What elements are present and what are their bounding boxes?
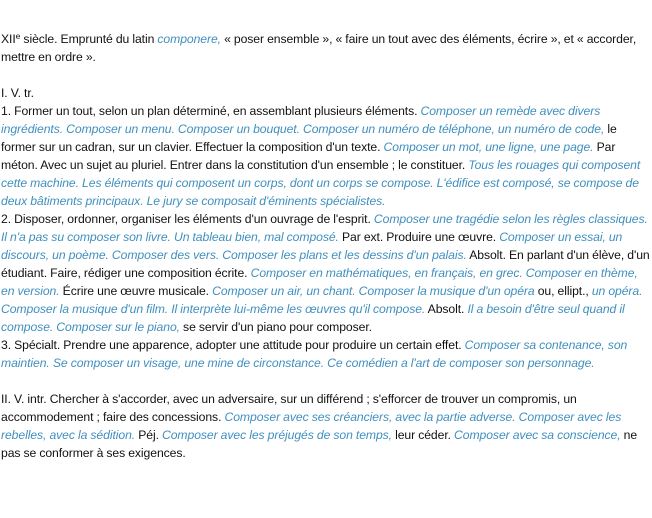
definition-text: Péj. <box>135 428 162 442</box>
example-text: Il a besoin d'être seul quand il compose. Composer sur le piano, <box>1 302 625 334</box>
spacer <box>1 66 651 84</box>
example-text: Tous les rouages qui composent cette machine. Les éléments qui composent un corps, dont un corps se compose. L'édifice est composé, se compose de deux bâtiments principaux. Le jury se composait d'éminents spécialistes. <box>1 158 641 208</box>
example-text: Composer avec sa conscience, <box>454 428 621 442</box>
sense-2 <box>1 210 651 336</box>
definition-text: Par ext. Produire une œuvre. <box>338 230 500 244</box>
definition-text: leur céder. <box>392 428 455 442</box>
definition-text: Par méton. Avec un sujet au pluriel. Entrer dans la constitution d'un ensemble ; le constituer. <box>1 140 616 172</box>
example-text: Composer avec ses créanciers, avec la partie adverse. Composer avec les rebelles, avec la sédition. <box>1 410 622 442</box>
example-text: Composer sa contenance, son maintien. Se composer un visage, une mine de circonstance. Ce comédien a l'art de composer son personnage. <box>1 338 628 370</box>
sense-3 <box>1 336 651 372</box>
example-text: Composer un mot, une ligne, une page. <box>383 140 594 154</box>
example-text: Composer un air, un chant. Composer la musique d'un opéra <box>212 284 535 298</box>
dictionary-entry <box>1 30 651 462</box>
etymology-text: « poser ensemble », « faire un tout avec des éléments, écrire », et « accorder, mettre en ordre ». <box>1 32 637 64</box>
example-text: un opéra. Composer la musique d'un film. Il interprète lui-même les œuvres qu'il compose. <box>1 284 643 316</box>
latin-word: componere, <box>157 32 221 46</box>
century-numeral: XII <box>1 32 16 46</box>
definition-text: II. V. intr. Chercher à s'accorder, avec un adversaire, sur un différend ; s'efforcer de trouver un compromis, un accommodement ; faire des concessions. <box>1 392 577 424</box>
definition-text: Écrire une œuvre musicale. <box>59 284 213 298</box>
example-text: Composer en mathématiques, en français, en grec. Composer en thème, en version. <box>1 266 638 298</box>
definition-text: ou, ellipt., <box>534 284 592 298</box>
etymology-paragraph <box>1 30 651 66</box>
section-2-paragraph <box>1 390 651 462</box>
century-superscript: e <box>15 31 21 41</box>
example-text: Composer une tragédie selon les règles classiques. Il n'a pas su composer son livre. Un tableau bien, mal composé. <box>1 212 648 244</box>
section-heading: I. V. tr. <box>1 86 34 100</box>
sense-1 <box>1 102 651 210</box>
definition-text: Absolt. <box>425 302 468 316</box>
etymology-text: siècle. Emprunté du latin <box>20 32 158 46</box>
example-text: Composer avec les préjugés de son temps, <box>162 428 392 442</box>
definition-text: Absolt. En parlant d'un élève, d'un étudiant. Faire, rédiger une composition écrite. <box>1 248 650 280</box>
example-text: Composer un essai, un discours, un poème. Composer des vers. Composer les plans et les dessins d'un palais. <box>1 230 623 262</box>
definition-text: se servir d'un piano pour composer. <box>179 320 372 334</box>
definition-text: le former sur un cadran, sur un clavier. Effectuer la composition d'un texte. <box>1 122 617 154</box>
example-text: Composer un remède avec divers ingrédients. Composer un menu. Composer un bouquet. Composer un numéro de téléphone, un numéro de code, <box>1 104 605 136</box>
definition-text: 3. Spécialt. Prendre une apparence, adopter une attitude pour produire un certain effet. <box>1 338 465 352</box>
definition-text: 1. Former un tout, selon un plan déterminé, en assemblant plusieurs éléments. <box>1 104 421 118</box>
spacer <box>1 372 651 390</box>
definition-text: 2. Disposer, ordonner, organiser les éléments d'un ouvrage de l'esprit. <box>1 212 374 226</box>
definition-text: ne pas se conformer à ses exigences. <box>1 428 638 460</box>
